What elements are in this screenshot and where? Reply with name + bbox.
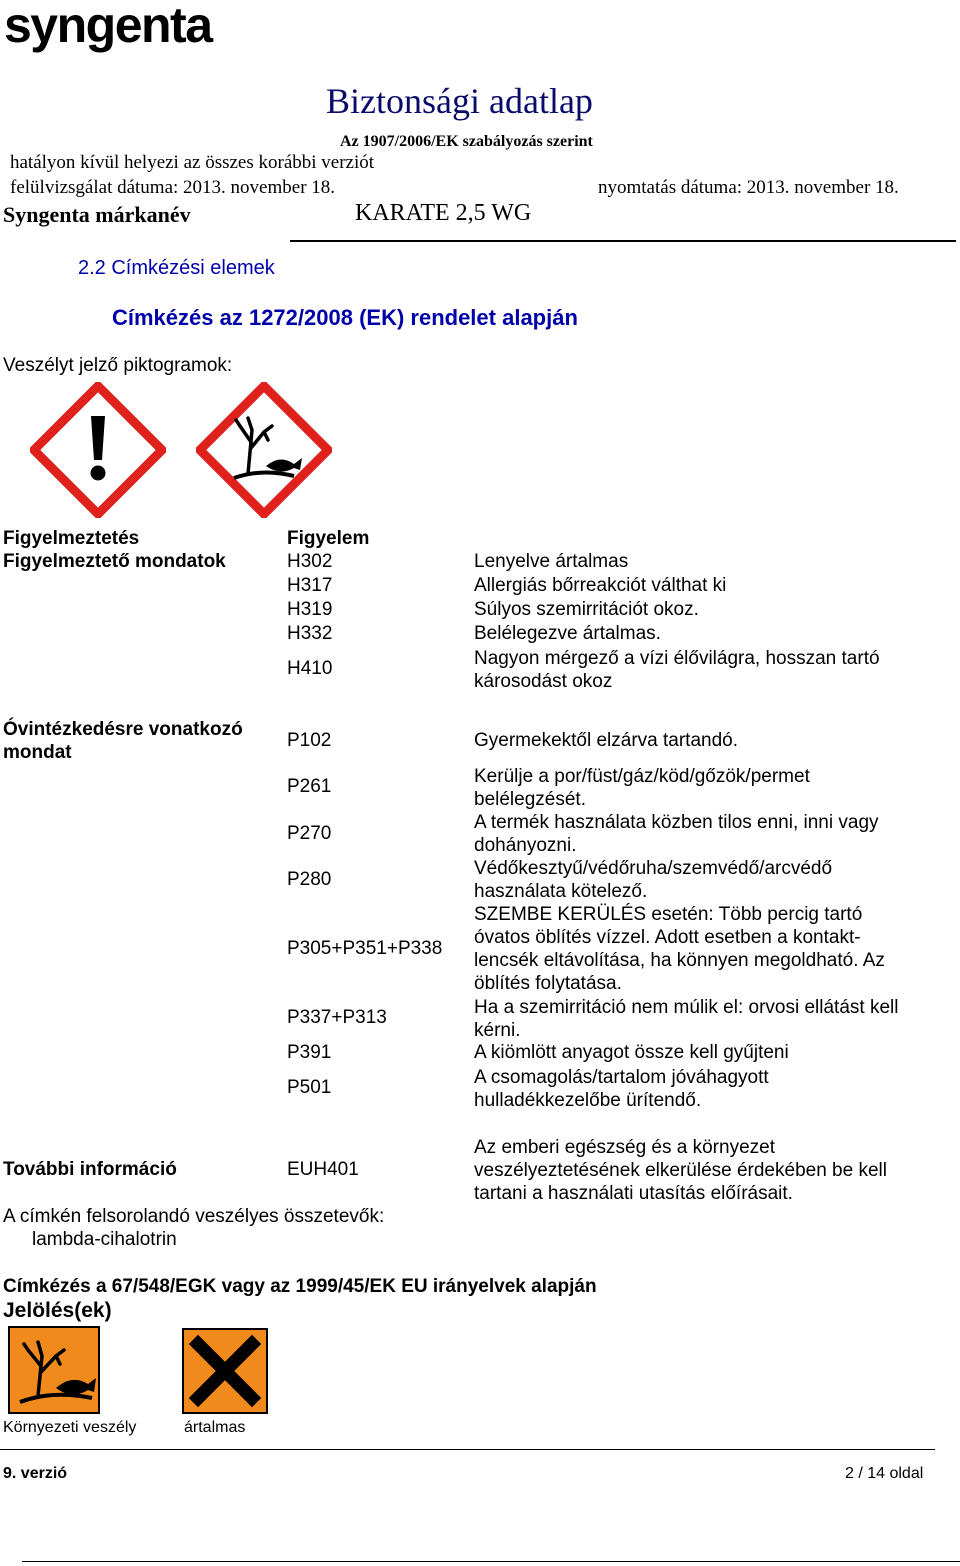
- precaution-code: P305+P351+P338: [287, 938, 443, 959]
- bottom-divider: [22, 1561, 960, 1562]
- hazard-code: H302: [287, 551, 333, 572]
- symbols-label: Jelölés(ek): [3, 1299, 112, 1322]
- symbol-caption: Környezeti veszély: [3, 1419, 137, 1436]
- revision-date: felülvizsgálat dátuma: 2013. november 18.: [10, 177, 336, 198]
- precaution-text: A kiömlött anyagot össze kell gyűjteni: [474, 1042, 789, 1063]
- precaution-text: Kerülje a por/füst/gáz/köd/gőzök/permet belélegzését.: [474, 766, 810, 810]
- ingredients-label: A címkén felsorolandó veszélyes összetevők:: [3, 1206, 385, 1227]
- harmful-x-symbol-icon: [182, 1328, 268, 1414]
- hazard-text: Allergiás bőrreakciót válthat ki: [474, 575, 727, 596]
- brand-label: Syngenta márkanév: [3, 202, 191, 227]
- hazard-code: H319: [287, 599, 333, 620]
- precaution-text: Ha a szemirritáció nem múlik el: orvosi ellátást kell kérni.: [474, 997, 899, 1041]
- precaution-label: Óvintézkedésre vonatkozó mondat: [3, 719, 243, 763]
- precaution-code: P280: [287, 869, 332, 890]
- precaution-text: Gyermekektől elzárva tartandó.: [474, 730, 739, 751]
- print-date: nyomtatás dátuma: 2013. november 18.: [598, 177, 899, 198]
- hazard-code: H332: [287, 623, 333, 644]
- precaution-text: SZEMBE KERÜLÉS esetén: Több percig tartó óvatos öblítés vízzel. Adott esetben a kontakt-lencsék eltávolítása, ha könnyen megoldható. Az öblítés folytatása.: [474, 904, 885, 994]
- eu-labelling-title: Címkézés a 67/548/EGK vagy az 1999/45/EK EU irányelvek alapján: [3, 1276, 597, 1297]
- hazard-text: Nagyon mérgező a vízi élővilágra, hosszan tartó károsodást okoz: [474, 648, 880, 692]
- supersedes-note: hatályon kívül helyezi az összes korábbi verziót: [10, 152, 375, 173]
- hazard-code: H317: [287, 575, 333, 596]
- exclamation-mark-icon: [30, 382, 166, 518]
- header-divider: [290, 240, 956, 242]
- precaution-code: P102: [287, 730, 332, 751]
- precaution-code: P261: [287, 776, 332, 797]
- precaution-code: P270: [287, 823, 332, 844]
- precaution-code: P391: [287, 1042, 332, 1063]
- section-subtitle: Címkézés az 1272/2008 (EK) rendelet alapján: [112, 305, 578, 330]
- environment-hazard-icon: [196, 382, 332, 518]
- signal-word-label: Figyelmeztetés: [3, 528, 140, 549]
- footer-divider: [0, 1449, 935, 1450]
- precaution-text: A termék használata közben tilos enni, inni vagy dohányozni.: [474, 812, 879, 856]
- product-name: KARATE 2,5 WG: [355, 200, 532, 226]
- further-info-label: További információ: [3, 1159, 177, 1180]
- regulation-line: Az 1907/2006/EK szabályozás szerint: [340, 133, 593, 150]
- page-number: 2 / 14 oldal: [845, 1465, 924, 1482]
- precaution-code: P501: [287, 1077, 332, 1098]
- section-title: 2.2 Címkézési elemek: [78, 257, 275, 279]
- document-title: Biztonsági adatlap: [326, 81, 593, 121]
- precaution-text: Védőkesztyű/védőruha/szemvédő/arcvédő használata kötelező.: [474, 858, 833, 902]
- further-info-code: EUH401: [287, 1159, 359, 1180]
- symbol-caption: ártalmas: [184, 1419, 246, 1436]
- hazard-text: Lenyelve ártalmas: [474, 551, 629, 572]
- signal-word: Figyelem: [287, 528, 370, 549]
- hazard-code: H410: [287, 658, 333, 679]
- environment-danger-symbol-icon: [8, 1326, 100, 1414]
- hazard-text: Belélegezve ártalmas.: [474, 623, 661, 644]
- pictograms-label: Veszélyt jelző piktogramok:: [3, 355, 233, 376]
- hazard-text: Súlyos szemirritációt okoz.: [474, 599, 699, 620]
- company-logo: syngenta: [4, 0, 212, 53]
- precaution-code: P337+P313: [287, 1007, 387, 1028]
- ingredient-name: lambda-cihalotrin: [32, 1229, 177, 1250]
- version-label: 9. verzió: [3, 1465, 68, 1482]
- further-info-text: Az emberi egészség és a környezet veszélyeztetésének elkerülése érdekében be kell tartani a használati utasítás előírásait.: [474, 1137, 887, 1204]
- hazard-statements-label: Figyelmeztető mondatok: [3, 551, 226, 572]
- precaution-text: A csomagolás/tartalom jóváhagyott hulladékkezelőbe ürítendő.: [474, 1067, 769, 1111]
